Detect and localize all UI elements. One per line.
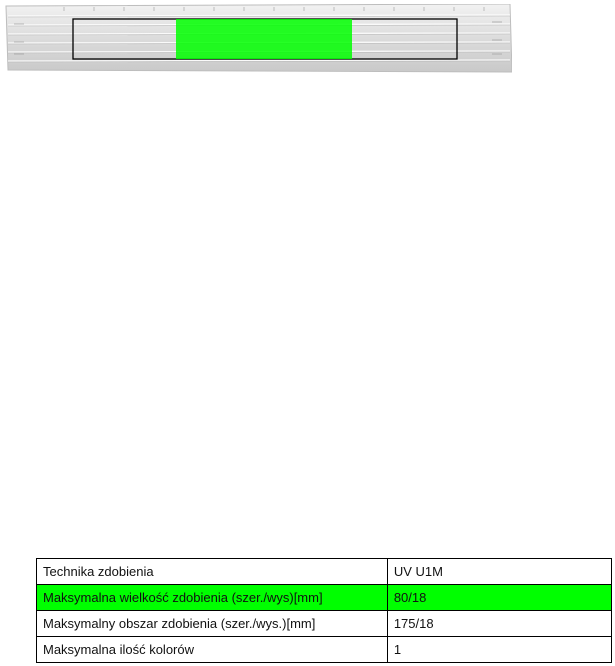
table-row: [37, 559, 612, 585]
spec-table: [36, 558, 612, 663]
spec-value: 175/18: [387, 611, 611, 637]
spec-value: UV U1M: [387, 559, 611, 585]
folding-ruler-icon: [4, 4, 512, 74]
spec-label: Maksymalna ilość kolorów: [37, 637, 388, 663]
spec-label: Maksymalna wielkość zdobienia (szer./wys)[mm]: [37, 585, 388, 611]
spec-label: Technika zdobienia: [37, 559, 388, 585]
spec-value: 80/18: [387, 585, 611, 611]
table-row: [37, 611, 612, 637]
spec-label: Maksymalny obszar zdobienia (szer./wys.)[mm]: [37, 611, 388, 637]
product-image: [4, 4, 512, 74]
table-row-highlighted: [37, 585, 612, 611]
table-row: [37, 637, 612, 663]
imprint-area-highlight: [176, 19, 352, 59]
spec-value: 1: [387, 637, 611, 663]
